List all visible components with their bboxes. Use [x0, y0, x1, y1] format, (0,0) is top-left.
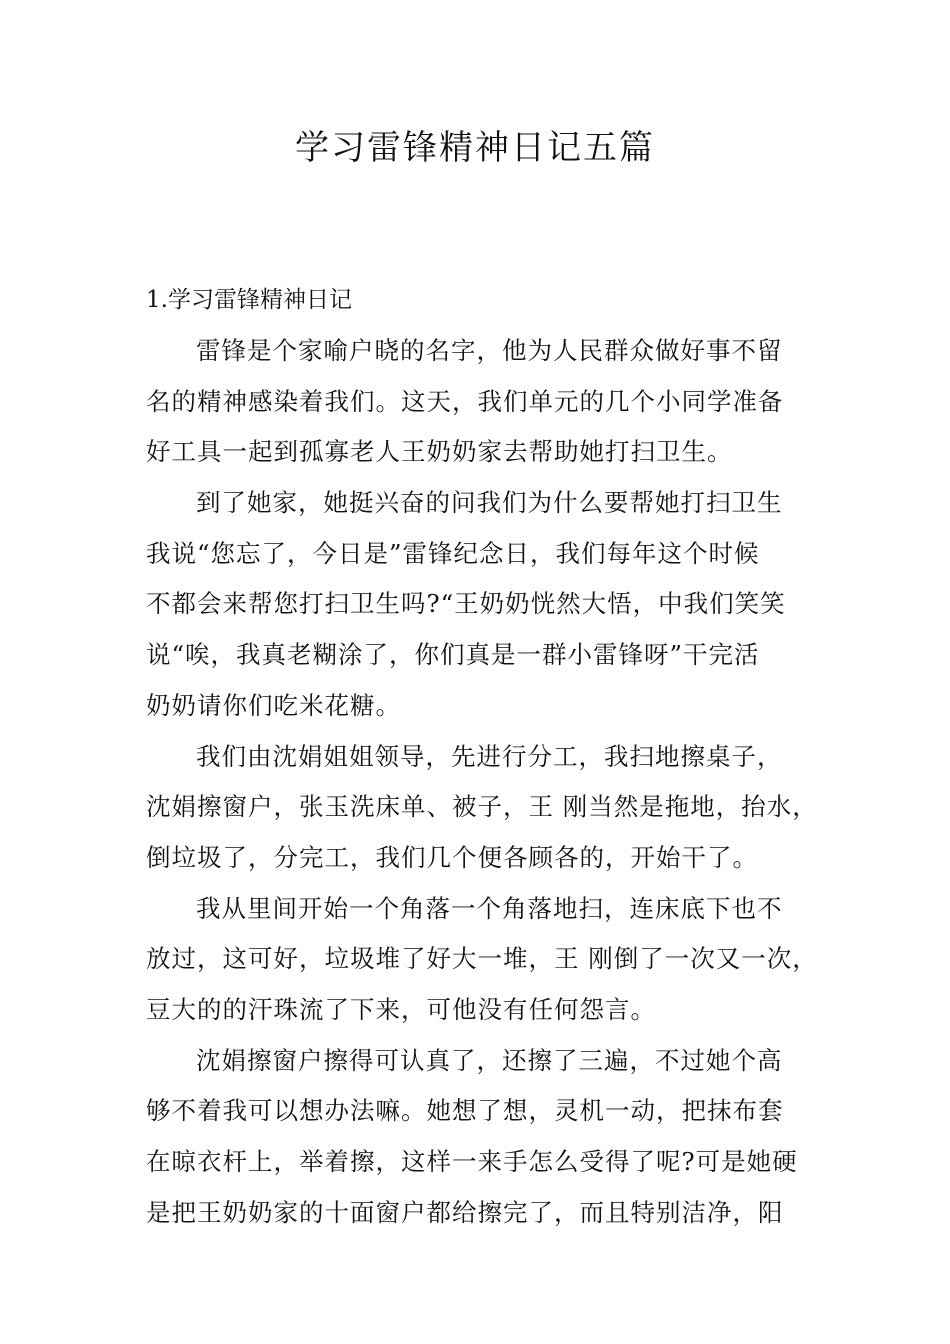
text-line: 说“唉，我真老糊涂了，你们真是一群小雷锋呀”干完活 — [146, 640, 760, 670]
text-line: 放过，这可好，垃圾堆了好大一堆，王 刚倒了一次又一次， — [146, 944, 818, 974]
text-line: 不都会来帮您打扫卫生吗?“王奶奶恍然大悟，中我们笑笑 — [146, 589, 786, 619]
text-line: 豆大的的汗珠流了下来，可他没有任何怨言。 — [146, 994, 656, 1024]
text-line: 沈娟擦窗户，张玉洗床单、被子，王 刚当然是拖地，抬水， — [146, 792, 818, 822]
paragraph — [146, 478, 826, 731]
document-title: 学习雷锋精神日记五篇 — [295, 128, 655, 168]
text-line: 倒垃圾了，分完工，我们几个便各顾各的，开始干了。 — [146, 842, 758, 872]
text-line: 奶奶请你们吃米花糖。 — [146, 690, 401, 720]
text-line: 到了她家，她挺兴奋的问我们为什么要帮她打扫卫生 — [196, 488, 783, 518]
text-line: 在晾衣杆上，举着擦，这样一来手怎么受得了呢?可是她硬 — [146, 1147, 798, 1176]
text-line: 雷锋是个家喻户晓的名字，他为人民群众做好事不留 — [196, 336, 783, 365]
paragraph — [146, 326, 826, 478]
text-line: 我从里间开始一个角落一个角落地扫，连床底下也不 — [196, 893, 783, 923]
text-line: 我们由沈娟姐姐领导，先进行分工，我扫地擦桌子， — [196, 741, 783, 771]
text-line: 是把王奶奶家的十面窗户都给擦完了，而且特别洁净，阳 — [146, 1197, 784, 1227]
section-heading: 1.学习雷锋精神日记 — [146, 287, 352, 313]
text-line: 我说“您忘了，今日是”雷锋纪念日，我们每年这个时候 — [146, 538, 760, 568]
text-line: 够不着我可以想办法嘛。她想了想，灵机一动，把抹布套 — [146, 1096, 784, 1126]
text-line: 沈娟擦窗户擦得可认真了，还擦了三遍，不过她个高 — [196, 1045, 783, 1075]
paragraph — [146, 1036, 826, 1239]
document-body — [146, 326, 826, 1238]
text-line: 好工具一起到孤寡老人王奶奶家去帮助她打扫卫生。 — [146, 437, 733, 467]
text-line: 名的精神感染着我们。这天，我们单元的几个小同学准备 — [146, 386, 784, 416]
paragraph — [146, 884, 826, 1036]
paragraph — [146, 732, 826, 884]
